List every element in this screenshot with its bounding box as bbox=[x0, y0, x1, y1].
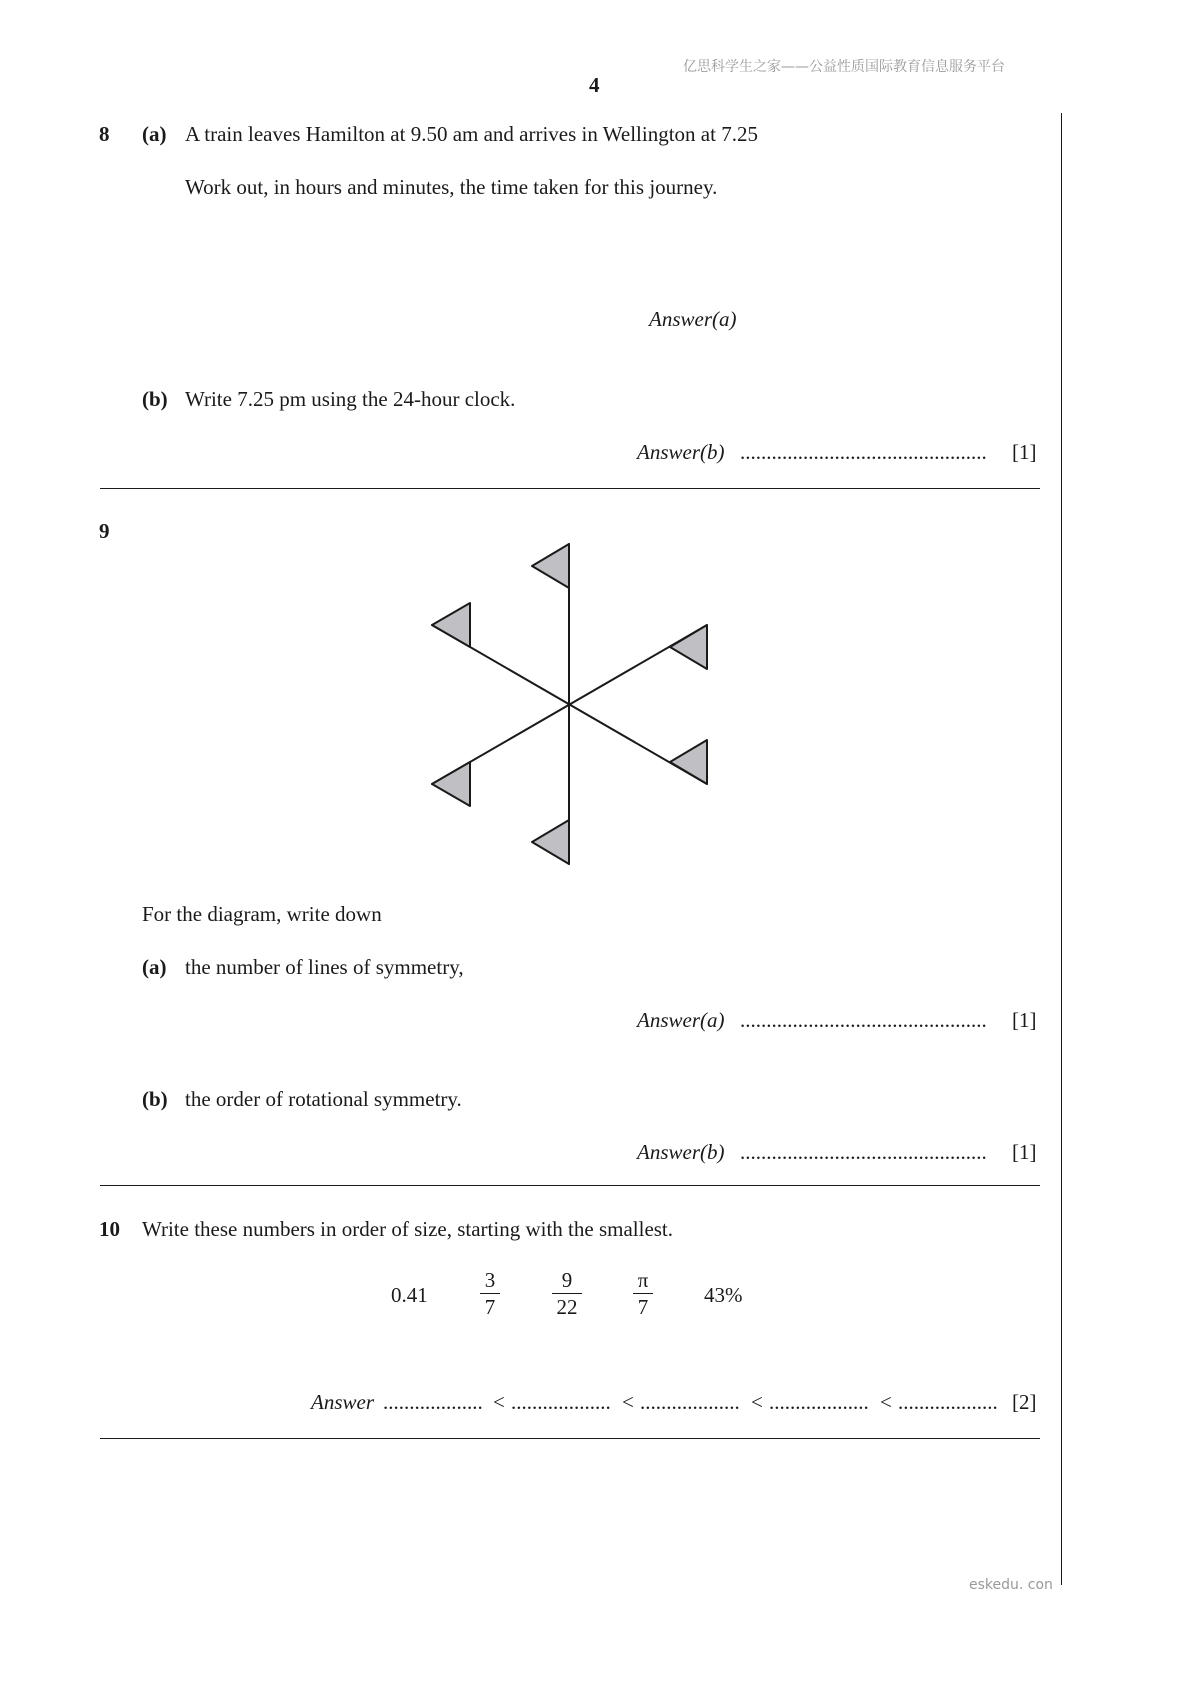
fraction-numerator: 3 bbox=[484, 1268, 496, 1292]
q8b-answer-label: Answer(b) bbox=[637, 440, 725, 464]
q10-number: 10 bbox=[99, 1217, 120, 1241]
less-than-symbol: < bbox=[493, 1390, 505, 1414]
margin-rule bbox=[1061, 113, 1062, 1585]
q8-number: 8 bbox=[99, 122, 110, 146]
less-than-symbol: < bbox=[880, 1390, 892, 1414]
q9b-label: (b) bbox=[142, 1087, 168, 1111]
flag-lower-left bbox=[432, 762, 470, 806]
q8a-instruction: Work out, in hours and minutes, the time taken for this journey. bbox=[185, 175, 718, 199]
q9a-answer-line[interactable]: ............................................... bbox=[740, 1008, 987, 1032]
number-percent: 43% bbox=[704, 1283, 743, 1307]
watermark-top: 亿思科学生之家——公益性质国际教育信息服务平台 bbox=[683, 59, 1005, 75]
q10-blank-1[interactable]: ................... bbox=[383, 1390, 483, 1414]
flag-upper-right bbox=[670, 625, 707, 669]
q8a-text: A train leaves Hamilton at 9.50 am and arrives in Wellington at 7.25 bbox=[185, 122, 758, 146]
less-than-symbol: < bbox=[751, 1390, 763, 1414]
q9-number: 9 bbox=[99, 519, 110, 543]
flag-bottom bbox=[532, 820, 569, 864]
less-than-symbol: < bbox=[622, 1390, 634, 1414]
page-number: 4 bbox=[589, 73, 600, 97]
q9a-label: (a) bbox=[142, 955, 167, 979]
q9a-marks: [1] bbox=[1012, 1008, 1037, 1032]
flag-top bbox=[532, 544, 569, 588]
q9b-answer-line[interactable]: ............................................... bbox=[740, 1140, 987, 1164]
q9a-answer-label: Answer(a) bbox=[637, 1008, 725, 1032]
divider bbox=[100, 1438, 1040, 1439]
q8b-label: (b) bbox=[142, 387, 168, 411]
q9b-marks: [1] bbox=[1012, 1140, 1037, 1164]
fraction-denominator: 7 bbox=[484, 1295, 496, 1319]
q10-marks: [2] bbox=[1012, 1390, 1037, 1414]
fraction-nine-twentytwoths bbox=[552, 1268, 582, 1319]
q10-answer-label: Answer bbox=[311, 1390, 374, 1414]
q8b-marks: [1] bbox=[1012, 440, 1037, 464]
q10-blank-4[interactable]: ................... bbox=[769, 1390, 869, 1414]
q9b-text: the order of rotational symmetry. bbox=[185, 1087, 462, 1111]
q9a-text: the number of lines of symmetry, bbox=[185, 955, 464, 979]
fraction-three-sevenths bbox=[480, 1268, 500, 1319]
q9-intro: For the diagram, write down bbox=[142, 902, 382, 926]
symmetry-diagram bbox=[400, 530, 730, 880]
q10-blank-3[interactable]: ................... bbox=[640, 1390, 740, 1414]
fraction-numerator: π bbox=[637, 1268, 649, 1292]
q10-blank-2[interactable]: ................... bbox=[511, 1390, 611, 1414]
q8b-text: Write 7.25 pm using the 24-hour clock. bbox=[185, 387, 516, 411]
q8a-label: (a) bbox=[142, 122, 167, 146]
divider bbox=[100, 488, 1040, 489]
q8b-answer-line[interactable]: ............................................... bbox=[740, 440, 987, 464]
flag-upper-left bbox=[432, 603, 470, 647]
fraction-pi-sevenths bbox=[633, 1268, 653, 1319]
q10-blank-5[interactable]: ................... bbox=[898, 1390, 998, 1414]
watermark-bottom: eskedu. con bbox=[969, 1577, 1053, 1593]
fraction-denominator: 22 bbox=[556, 1295, 578, 1319]
number-decimal: 0.41 bbox=[391, 1283, 428, 1307]
fraction-numerator: 9 bbox=[561, 1268, 573, 1292]
fraction-denominator: 7 bbox=[637, 1295, 649, 1319]
divider bbox=[100, 1185, 1040, 1186]
q10-text: Write these numbers in order of size, starting with the smallest. bbox=[142, 1217, 674, 1241]
q8a-answer-label: Answer(a) bbox=[649, 307, 737, 331]
flag-lower-right bbox=[670, 740, 707, 784]
q9b-answer-label: Answer(b) bbox=[637, 1140, 725, 1164]
